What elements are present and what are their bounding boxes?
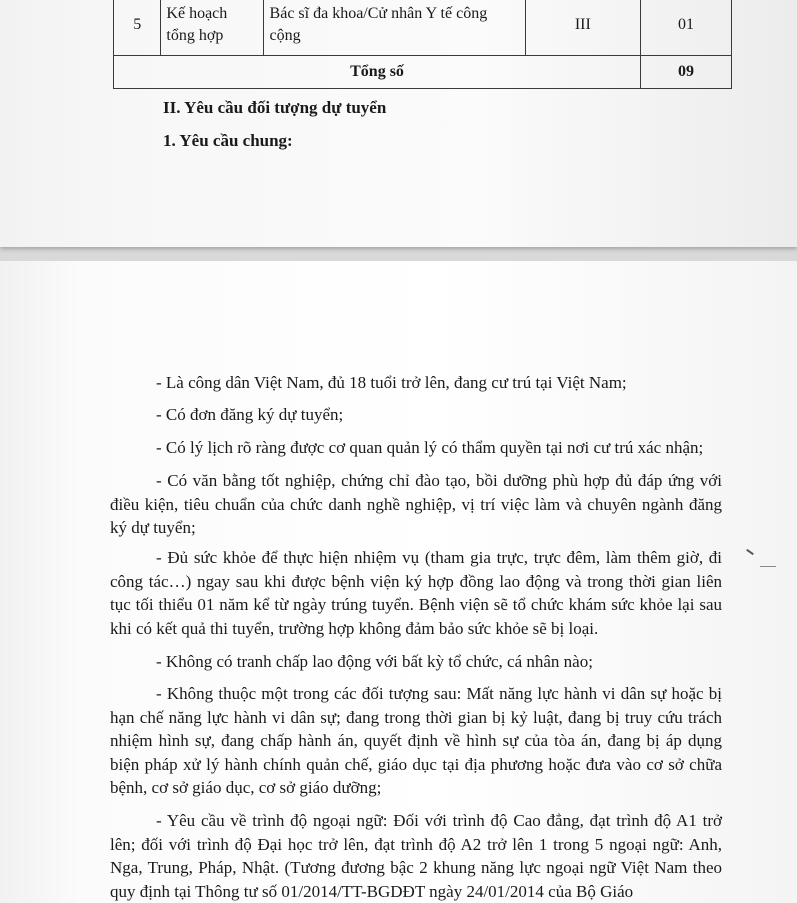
cell-qualification [263,0,525,56]
cell-department [161,0,263,56]
subsection-heading: 1. Yêu cầu chung: [163,131,293,150]
staff-table [113,0,732,89]
department-line-2: tổng hợp [166,27,224,44]
requirement-item: - Yêu cầu về trình độ ngoại ngữ: Đối với trình độ Cao đẳng, đạt trình độ A1 trở lên; đối với trình độ Đại học trở lên, đạt trình độ A2 trở lên 1 trong 5 ngoại ngữ: Anh, Nga, Trung, Pháp, Nhật. (Tương đương bậc 2 khung năng lực ngoại ngữ Việt Nam theo quy định tại Thông tư số 01/2014/TT-BGDĐT ngày 24/01/2014 của Bộ Giáo [110,811,722,901]
cell-rank: III [525,0,641,56]
qualification-line-2: cộng [269,27,301,44]
document-page-bottom [0,261,797,903]
qualification-line-1: Bác sĩ đa khoa/Cử nhân Y tế công [269,5,488,22]
total-label: Tổng số [114,56,641,89]
document-page-top [0,0,797,247]
cell-stt: 5 [114,0,161,56]
cell-quantity: 01 [641,0,732,56]
table-total-row [114,56,732,89]
requirement-item: - Đủ sức khỏe để thực hiện nhiệm vụ (tham gia trực, trực đêm, làm thêm giờ, đi công tác…) ngay sau khi được bệnh viện ký hợp đồng lao động và trong thời gian liên tục tối thiểu 01 năm kể từ ngày trúng tuyển. Bệnh viện sẽ tổ chức khám sức khỏe lại sau khi có kết quả thi tuyển, trường hợp không đảm bảo sức khỏe sẽ bị loại. [110,548,722,638]
requirement-item: - Có đơn đăng ký dự tuyển; [156,405,344,424]
requirement-item: - Có lý lịch rõ ràng được cơ quan quản lý có thẩm quyền tại nơi cư trú xác nhận; [156,438,704,457]
requirement-item: - Có văn bằng tốt nghiệp, chứng chỉ đào tạo, bồi dưỡng phù hợp đủ đáp ứng với điều kiện, tiêu chuẩn của chức danh nghề nghiệp, vị trí việc làm và chuyên ngành đăng ký dự tuyển; [110,471,722,538]
department-line-1: Kế hoạch [166,5,228,22]
table-row [114,0,732,56]
section-heading: II. Yêu cầu đối tượng dự tuyển [163,98,387,117]
requirement-item: - Không thuộc một trong các đối tượng sau: Mất năng lực hành vi dân sự hoặc bị hạn chế năng lực hành vi dân sự; đang trong thời gian bị kỷ luật, đang bị truy cứu trách nhiệm hình sự, đang chấp hành án, quyết định về hình sự của tòa án, đang bị áp dụng biện pháp xử lý hành chính quản chế, giáo dục tại địa phương hoặc đưa vào cơ sở chữa bệnh, cơ sở giáo dục, cơ sở giáo dưỡng; [110,684,722,798]
scan-mark [746,549,754,555]
scan-mark [760,566,776,567]
total-value: 09 [641,56,732,89]
requirement-item: - Là công dân Việt Nam, đủ 18 tuổi trở lên, đang cư trú tại Việt Nam; [156,373,627,392]
requirement-item: - Không có tranh chấp lao động với bất kỳ tổ chức, cá nhân nào; [156,652,593,671]
